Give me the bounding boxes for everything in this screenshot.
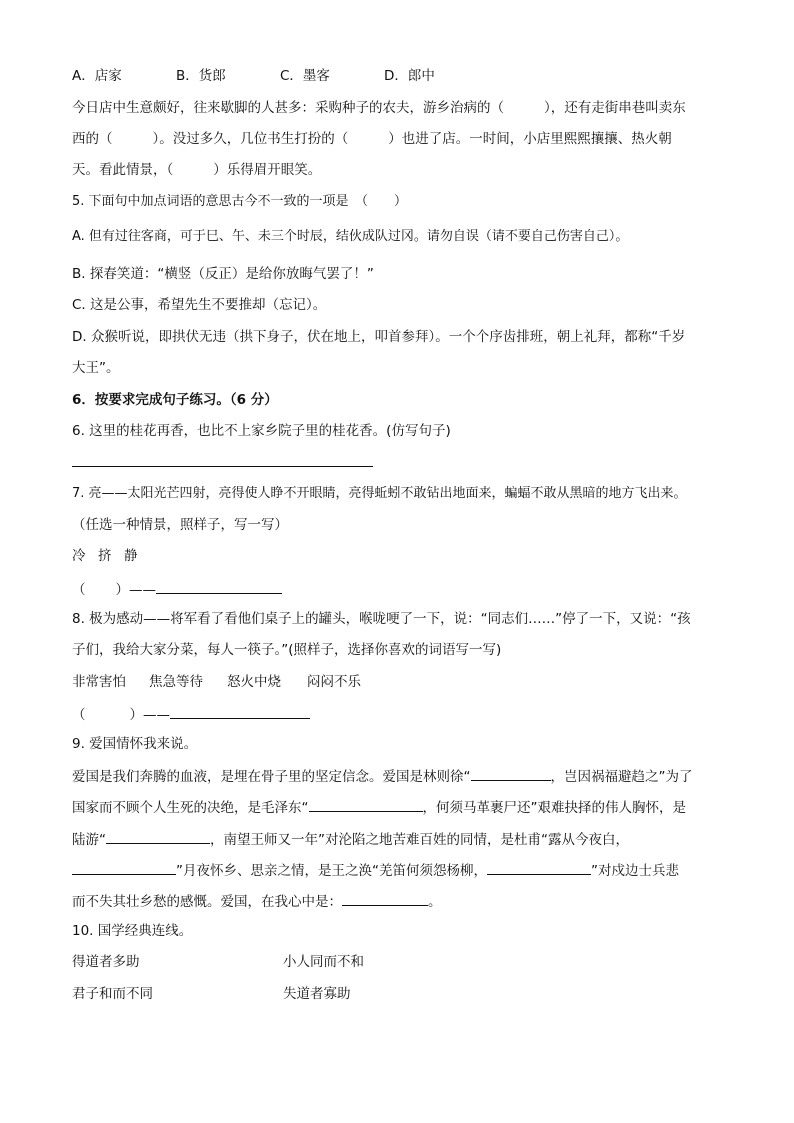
option-b: B．货郎 <box>176 68 226 84</box>
q7-word: 静 <box>124 548 138 564</box>
q5-option-a: A. 但有过往客商，可于巳、午、未三个时辰，结伙成队过冈。请勿自误（请不要自己伤害自己）。 <box>72 229 629 244</box>
passage-text: 西的（ <box>72 131 113 147</box>
option-d: D．郎中 <box>384 68 435 84</box>
q9-blank-4[interactable] <box>72 860 176 875</box>
q10-left-item[interactable]: 得道者多助 <box>72 954 140 970</box>
q8-word: 非常害怕 <box>72 674 126 690</box>
q8-answer-line[interactable] <box>170 704 310 719</box>
q6-answer-line[interactable] <box>72 466 373 467</box>
q9-line-2 <box>72 797 686 817</box>
q8-words <box>72 673 361 691</box>
q7-answer-row <box>72 579 282 599</box>
q8-word: 怒火中烧 <box>227 674 281 690</box>
q4-passage-line-3 <box>72 161 321 179</box>
q10-right-item[interactable]: 小人同而不和 <box>283 954 364 970</box>
q4-passage-line-1 <box>72 99 686 117</box>
q7-word: 挤 <box>98 548 112 564</box>
passage-text: ）。没过多久，几位书生打扮的（ <box>152 131 349 147</box>
q9-blank-2[interactable] <box>309 797 423 812</box>
q8-word: 闷闷不乐 <box>307 674 361 690</box>
paren-open: （ <box>72 707 86 723</box>
q8-line-2: 子们，我给大家分菜，每人一筷子。”(照样子，选择你喜欢的词语写一写) <box>72 642 502 658</box>
q9-line-5 <box>72 891 442 911</box>
q7-line-1: 7. 亮——太阳光芒四射，亮得使人睁不开眼睛，亮得蚯蚓不敢钻出地面来，蝙蝠不敢从黑暗的地方飞出来。 <box>72 486 687 501</box>
q8-word: 焦急等待 <box>149 674 203 690</box>
q9-stem: 9. 爱国情怀我来说。 <box>72 736 198 752</box>
passage-text: 今日店中生意颇好，往来歇脚的人甚多：采购种子的农夫，游乡治病的（ <box>72 100 504 116</box>
q4-passage-line-2 <box>72 130 672 148</box>
q10-stem: 10. 国学经典连线。 <box>72 923 193 939</box>
passage-text: ）乐得眉开眼笑。 <box>213 162 322 178</box>
q5-option-c: C. 这是公事，希望先生不要推却（忘记）。 <box>72 297 327 313</box>
q5-option-d-line-2: 大王”。 <box>72 360 120 376</box>
q9-text: 国家而不顾个人生死的决绝，是毛泽东“ <box>72 800 309 816</box>
q7-word: 冷 <box>72 548 86 564</box>
q9-text: 而不失其壮乡愁的感慨。爱国，在我心中是： <box>72 894 342 910</box>
q5-stem: 5. 下面句中加点词语的意思古今不一致的一项是 （ ） <box>72 194 408 209</box>
q9-text: ”对戍边士兵悲 <box>591 863 679 879</box>
q10-right-item[interactable]: 失道者寡助 <box>283 986 351 1002</box>
q9-text: ，南望王师又一年”对沦陷之地苦难百姓的同情，是杜甫“露从今夜白， <box>210 832 629 848</box>
q10-row-1 <box>72 953 364 971</box>
passage-text: ）也进了店。一时间，小店里熙熙攘攘、热火朝 <box>388 131 672 147</box>
q9-blank-5[interactable] <box>487 860 591 875</box>
q9-text: ，岂因祸福避趋之”为了 <box>550 769 693 785</box>
q9-blank-3[interactable] <box>106 829 210 844</box>
q4-options <box>72 67 435 85</box>
passage-text: ），还有走街串巷叫卖东 <box>544 100 686 116</box>
q5-option-b: B. 探春笑道：“横竖（反正）是给你放晦气罢了！” <box>72 266 374 282</box>
q9-text: ，何须马革裹尸还”艰难抉择的伟人胸怀，是 <box>422 800 686 816</box>
q9-line-4 <box>72 860 679 880</box>
q5-option-d-line-1: D. 众猴听说，即拱伏无违（拱下身子，伏在地上，叩首参拜）。一个个序齿排班，朝上礼拜，都称“千岁 <box>72 329 686 345</box>
q9-text: ”月夜怀乡、思亲之情，是王之涣“羌笛何须怨杨柳， <box>176 863 487 879</box>
paren-close: ）—— <box>115 582 156 598</box>
paren-close: ）—— <box>129 707 170 723</box>
q7-words <box>72 547 138 565</box>
q9-blank-6[interactable] <box>342 891 428 906</box>
q10-row-2 <box>72 985 351 1003</box>
option-c: C．墨客 <box>280 68 330 84</box>
q7-line-2: （任选一种情景，照样子，写一写） <box>72 517 288 533</box>
q9-text: 爱国是我们奔腾的血液，是埋在骨子里的坚定信念。爱国是林则徐“ <box>72 769 471 785</box>
q8-line-1: 8. 极为感动——将军看了看他们桌子上的罐头，喉咙哽了一下，说：“同志们……”停了一下，又说：“孩 <box>72 611 691 627</box>
option-a: A．店家 <box>72 68 122 84</box>
q10-left-item[interactable]: 君子和而不同 <box>72 986 153 1002</box>
q7-answer-line[interactable] <box>156 579 282 594</box>
q9-text: 。 <box>428 894 442 910</box>
q6-stem: 6. 这里的桂花再香，也比不上家乡院子里的桂花香。(仿写句子) <box>72 423 451 439</box>
q9-blank-1[interactable] <box>471 766 551 781</box>
q8-answer-row <box>72 704 310 724</box>
q9-line-3 <box>72 829 629 849</box>
section-6-title: 6．按要求完成句子练习。（6 分） <box>72 392 278 408</box>
q9-line-1 <box>72 766 693 786</box>
paren-open: （ <box>72 582 86 598</box>
passage-text: 天。看此情景，（ <box>72 162 174 178</box>
q9-text: 陆游“ <box>72 832 106 848</box>
